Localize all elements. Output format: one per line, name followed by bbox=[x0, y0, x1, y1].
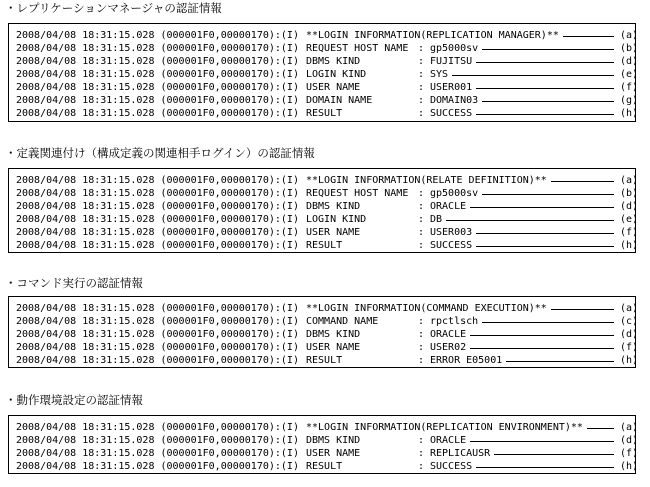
log-value: USER02 bbox=[430, 342, 467, 353]
log-colon: : bbox=[418, 188, 425, 199]
log-label: RESULT bbox=[306, 240, 343, 251]
log-line bbox=[16, 214, 638, 226]
log-timestamp: 2008/04/08 18:31:15.028 (000001F0,00000170):(I) bbox=[16, 69, 299, 80]
section-heading: ・コマンド実行の認証情報 bbox=[5, 276, 143, 290]
log-box bbox=[8, 168, 636, 253]
log-colon: : bbox=[418, 240, 425, 251]
reference-marker: (e) bbox=[619, 214, 638, 225]
log-line bbox=[16, 69, 638, 81]
leader-line bbox=[506, 361, 614, 362]
log-timestamp: 2008/04/08 18:31:15.028 (000001F0,00000170):(I) bbox=[16, 329, 299, 340]
log-line bbox=[16, 303, 638, 315]
log-label: REQUEST HOST NAME bbox=[306, 43, 409, 54]
log-label: **LOGIN INFORMATION(COMMAND EXECUTION)** bbox=[306, 303, 547, 314]
log-line bbox=[16, 82, 638, 94]
log-timestamp: 2008/04/08 18:31:15.028 (000001F0,00000170):(I) bbox=[16, 240, 299, 251]
leader-line bbox=[476, 114, 614, 115]
log-value: ORACLE bbox=[430, 201, 467, 212]
log-timestamp: 2008/04/08 18:31:15.028 (000001F0,00000170):(I) bbox=[16, 316, 299, 327]
log-value: DOMAIN03 bbox=[430, 95, 479, 106]
log-label: DBMS KIND bbox=[306, 201, 361, 212]
log-line bbox=[16, 355, 638, 367]
log-timestamp: 2008/04/08 18:31:15.028 (000001F0,00000170):(I) bbox=[16, 448, 299, 459]
log-timestamp: 2008/04/08 18:31:15.028 (000001F0,00000170):(I) bbox=[16, 56, 299, 67]
log-label: RESULT bbox=[306, 461, 343, 472]
log-value: REPLICAUSR bbox=[430, 448, 491, 459]
section-heading: ・定義関連付け（構成定義の関連相手ログイン）の認証情報 bbox=[5, 146, 315, 160]
log-timestamp: 2008/04/08 18:31:15.028 (000001F0,00000170):(I) bbox=[16, 342, 299, 353]
reference-marker: (b) bbox=[619, 43, 638, 54]
log-label: DBMS KIND bbox=[306, 56, 361, 67]
leader-line bbox=[482, 101, 614, 102]
leader-line bbox=[482, 49, 614, 50]
log-label: REQUEST HOST NAME bbox=[306, 188, 409, 199]
log-value: FUJITSU bbox=[430, 56, 473, 67]
log-colon: : bbox=[418, 108, 425, 119]
log-label: DBMS KIND bbox=[306, 435, 361, 446]
log-timestamp: 2008/04/08 18:31:15.028 (000001F0,00000170):(I) bbox=[16, 175, 299, 186]
log-value: SUCCESS bbox=[430, 461, 473, 472]
log-value: gp5000sv bbox=[430, 43, 479, 54]
reference-marker: (h) bbox=[619, 240, 638, 251]
leader-line bbox=[551, 309, 614, 310]
leader-line bbox=[470, 348, 614, 349]
reference-marker: (f) bbox=[619, 82, 638, 93]
reference-marker: (h) bbox=[619, 461, 638, 472]
log-value: gp5000sv bbox=[430, 188, 479, 199]
log-label: **LOGIN INFORMATION(RELATE DEFINITION)** bbox=[306, 175, 547, 186]
leader-line bbox=[470, 335, 614, 336]
log-line bbox=[16, 188, 638, 200]
log-timestamp: 2008/04/08 18:31:15.028 (000001F0,00000170):(I) bbox=[16, 201, 299, 212]
reference-marker: (d) bbox=[619, 201, 638, 212]
log-timestamp: 2008/04/08 18:31:15.028 (000001F0,00000170):(I) bbox=[16, 227, 299, 238]
log-line bbox=[16, 435, 638, 447]
log-colon: : bbox=[418, 355, 425, 366]
log-value: SUCCESS bbox=[430, 108, 473, 119]
log-timestamp: 2008/04/08 18:31:15.028 (000001F0,00000170):(I) bbox=[16, 214, 299, 225]
reference-marker: (e) bbox=[619, 69, 638, 80]
log-colon: : bbox=[418, 214, 425, 225]
log-timestamp: 2008/04/08 18:31:15.028 (000001F0,00000170):(I) bbox=[16, 461, 299, 472]
leader-line bbox=[563, 36, 614, 37]
log-value: ERROR E05001 bbox=[430, 355, 503, 366]
log-label: LOGIN KIND bbox=[306, 69, 367, 80]
log-value: ORACLE bbox=[430, 435, 467, 446]
log-timestamp: 2008/04/08 18:31:15.028 (000001F0,00000170):(I) bbox=[16, 82, 299, 93]
leader-line bbox=[494, 454, 614, 455]
log-timestamp: 2008/04/08 18:31:15.028 (000001F0,00000170):(I) bbox=[16, 30, 299, 41]
log-line bbox=[16, 56, 638, 68]
leader-line bbox=[476, 233, 614, 234]
log-line bbox=[16, 201, 638, 213]
leader-line bbox=[452, 75, 614, 76]
reference-marker: (b) bbox=[619, 188, 638, 199]
log-colon: : bbox=[418, 95, 425, 106]
log-timestamp: 2008/04/08 18:31:15.028 (000001F0,00000170):(I) bbox=[16, 108, 299, 119]
log-line bbox=[16, 30, 638, 42]
log-colon: : bbox=[418, 461, 425, 472]
log-line bbox=[16, 240, 638, 252]
log-label: COMMAND NAME bbox=[306, 316, 379, 327]
log-value: DB bbox=[430, 214, 443, 225]
log-timestamp: 2008/04/08 18:31:15.028 (000001F0,00000170):(I) bbox=[16, 435, 299, 446]
reference-marker: (f) bbox=[619, 227, 638, 238]
leader-line bbox=[476, 62, 614, 63]
log-colon: : bbox=[418, 43, 425, 54]
log-label: USER NAME bbox=[306, 448, 361, 459]
log-colon: : bbox=[418, 435, 425, 446]
log-timestamp: 2008/04/08 18:31:15.028 (000001F0,00000170):(I) bbox=[16, 95, 299, 106]
reference-marker: (d) bbox=[619, 56, 638, 67]
log-label: DOMAIN NAME bbox=[306, 95, 373, 106]
log-timestamp: 2008/04/08 18:31:15.028 (000001F0,00000170):(I) bbox=[16, 188, 299, 199]
log-value: USER001 bbox=[430, 82, 473, 93]
log-line bbox=[16, 422, 638, 434]
log-line bbox=[16, 461, 638, 473]
section-heading: ・動作環境設定の認証情報 bbox=[5, 393, 143, 407]
reference-marker: (a) bbox=[619, 175, 638, 186]
reference-marker: (f) bbox=[619, 448, 638, 459]
log-box bbox=[8, 296, 636, 368]
leader-line bbox=[446, 220, 614, 221]
leader-line bbox=[482, 322, 614, 323]
log-value: USER003 bbox=[430, 227, 473, 238]
reference-marker: (h) bbox=[619, 355, 638, 366]
reference-marker: (g) bbox=[619, 95, 638, 106]
log-colon: : bbox=[418, 69, 425, 80]
reference-marker: (a) bbox=[619, 30, 638, 41]
log-colon: : bbox=[418, 56, 425, 67]
leader-line bbox=[476, 88, 614, 89]
log-colon: : bbox=[418, 227, 425, 238]
log-line bbox=[16, 448, 638, 460]
log-colon: : bbox=[418, 448, 425, 459]
log-timestamp: 2008/04/08 18:31:15.028 (000001F0,00000170):(I) bbox=[16, 303, 299, 314]
log-box bbox=[8, 23, 636, 122]
log-value: SYS bbox=[430, 69, 449, 80]
log-label: USER NAME bbox=[306, 82, 361, 93]
log-colon: : bbox=[418, 316, 425, 327]
leader-line bbox=[470, 441, 614, 442]
log-timestamp: 2008/04/08 18:31:15.028 (000001F0,00000170):(I) bbox=[16, 355, 299, 366]
log-line bbox=[16, 95, 638, 107]
log-line bbox=[16, 175, 638, 187]
reference-marker: (h) bbox=[619, 108, 638, 119]
log-timestamp: 2008/04/08 18:31:15.028 (000001F0,00000170):(I) bbox=[16, 422, 299, 433]
log-value: ORACLE bbox=[430, 329, 467, 340]
leader-line bbox=[476, 246, 614, 247]
leader-line bbox=[482, 194, 614, 195]
log-label: **LOGIN INFORMATION(REPLICATION ENVIRONMENT)** bbox=[306, 422, 583, 433]
log-label: DBMS KIND bbox=[306, 329, 361, 340]
log-line bbox=[16, 108, 638, 120]
log-label: USER NAME bbox=[306, 227, 361, 238]
reference-marker: (d) bbox=[619, 435, 638, 446]
log-timestamp: 2008/04/08 18:31:15.028 (000001F0,00000170):(I) bbox=[16, 43, 299, 54]
log-line bbox=[16, 316, 638, 328]
leader-line bbox=[470, 207, 614, 208]
reference-marker: (c) bbox=[619, 316, 638, 327]
log-colon: : bbox=[418, 82, 425, 93]
log-colon: : bbox=[418, 329, 425, 340]
reference-marker: (f) bbox=[619, 342, 638, 353]
log-box bbox=[8, 415, 636, 474]
reference-marker: (a) bbox=[619, 422, 638, 433]
log-line bbox=[16, 342, 638, 354]
log-line bbox=[16, 43, 638, 55]
log-line bbox=[16, 329, 638, 341]
log-colon: : bbox=[418, 342, 425, 353]
log-label: RESULT bbox=[306, 355, 343, 366]
log-value: rpctlsch bbox=[430, 316, 479, 327]
leader-line bbox=[587, 428, 614, 429]
leader-line bbox=[551, 181, 614, 182]
log-label: USER NAME bbox=[306, 342, 361, 353]
log-label: RESULT bbox=[306, 108, 343, 119]
log-line bbox=[16, 227, 638, 239]
section-heading: ・レプリケーションマネージャの認証情報 bbox=[5, 1, 222, 15]
log-value: SUCCESS bbox=[430, 240, 473, 251]
log-colon: : bbox=[418, 201, 425, 212]
reference-marker: (a) bbox=[619, 303, 638, 314]
log-label: LOGIN KIND bbox=[306, 214, 367, 225]
reference-marker: (d) bbox=[619, 329, 638, 340]
log-label: **LOGIN INFORMATION(REPLICATION MANAGER)** bbox=[306, 30, 559, 41]
leader-line bbox=[476, 467, 614, 468]
